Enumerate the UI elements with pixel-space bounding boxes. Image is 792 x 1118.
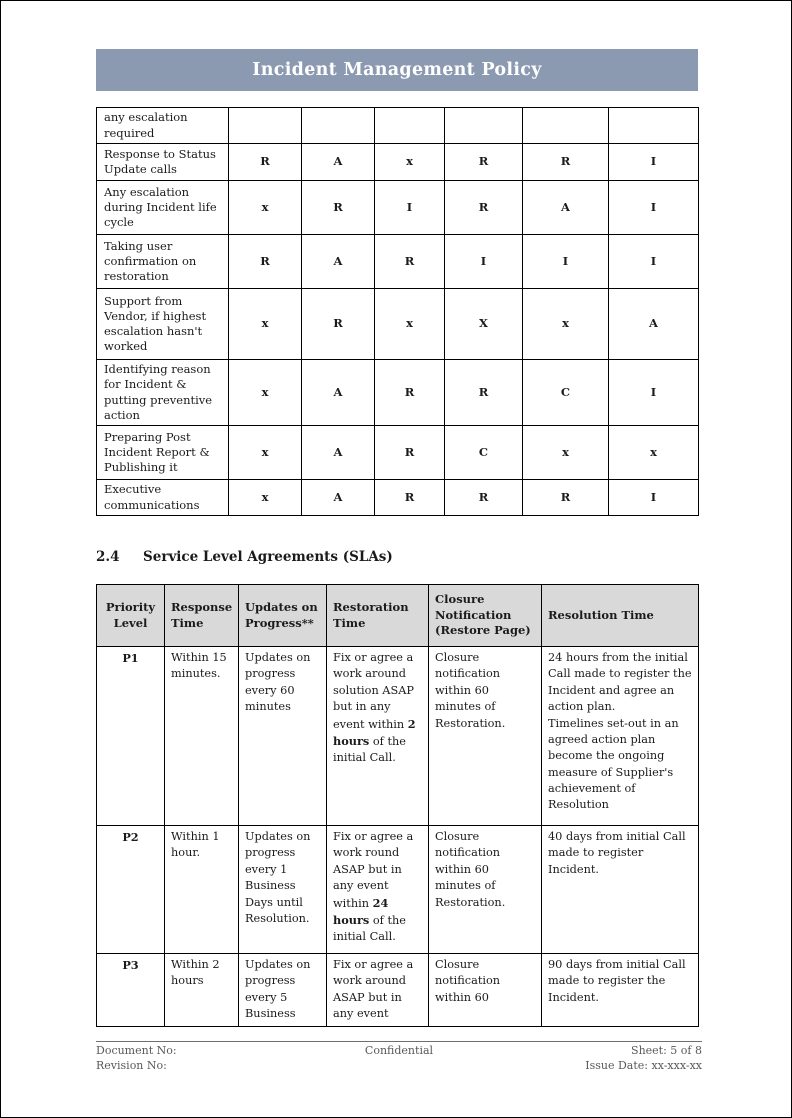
raci-assignment-cell: R: [445, 144, 523, 181]
raci-activity-label: Response to Status Update calls: [97, 144, 229, 181]
sla-resolution-cell: [542, 954, 699, 1027]
raci-assignment-cell: [445, 108, 523, 144]
raci-assignment-cell: R: [375, 235, 445, 289]
sla-response-cell: Within 2 hours: [165, 954, 239, 1027]
sla-column-header: Response Time: [165, 585, 239, 647]
sla-updates-cell: Updates on progress every 60 minutes: [239, 647, 327, 826]
raci-assignment-cell: x: [523, 289, 609, 360]
raci-assignment-cell: x: [229, 289, 302, 360]
raci-assignment-cell: I: [609, 480, 699, 516]
raci-assignment-cell: R: [375, 426, 445, 480]
raci-assignment-cell: I: [445, 235, 523, 289]
raci-row: [97, 235, 699, 289]
raci-row: [97, 480, 699, 516]
raci-assignment-cell: A: [609, 289, 699, 360]
raci-assignment-cell: [609, 108, 699, 144]
footer-sheet: Sheet: 5 of 8: [631, 1044, 702, 1057]
sla-response-cell: Within 15 minutes.: [165, 647, 239, 826]
sla-closure-cell: Closure notification within 60: [429, 954, 542, 1027]
footer-confidential: Confidential: [364, 1044, 434, 1057]
raci-row: [97, 144, 699, 181]
raci-activity-label: Any escalation during Incident life cycle: [97, 181, 229, 235]
sla-response-cell: Within 1 hour.: [165, 826, 239, 954]
sla-column-header: Updates on Progress**: [239, 585, 327, 647]
raci-assignment-cell: x: [375, 289, 445, 360]
sla-restoration-cell: [327, 826, 429, 954]
raci-assignment-cell: [375, 108, 445, 144]
raci-assignment-cell: R: [229, 144, 302, 181]
raci-assignment-cell: I: [609, 360, 699, 426]
document-title-banner: [96, 49, 698, 91]
sla-row: [97, 954, 699, 1027]
raci-assignment-cell: x: [229, 181, 302, 235]
sla-column-header: Resolution Time: [542, 585, 699, 647]
sla-restoration-cell: [327, 954, 429, 1027]
sla-table: [96, 584, 699, 1027]
raci-assignment-cell: A: [523, 181, 609, 235]
raci-assignment-cell: [302, 108, 375, 144]
raci-activity-label: Executive communications: [97, 480, 229, 516]
raci-assignment-cell: R: [445, 360, 523, 426]
sla-closure-cell: Closure notification within 60 minutes of Restoration.: [429, 647, 542, 826]
footer-issue-date: Issue Date: xx-xxx-xx: [585, 1058, 702, 1072]
sla-column-header: Priority Level: [97, 585, 165, 647]
raci-assignment-cell: I: [609, 181, 699, 235]
sla-priority-cell: P1: [97, 647, 165, 826]
sla-column-header: Restoration Time: [327, 585, 429, 647]
raci-assignment-cell: R: [445, 181, 523, 235]
raci-assignment-cell: I: [375, 181, 445, 235]
footer-divider: [96, 1041, 702, 1042]
sla-resolution-paragraph: 90 days from initial Call made to register the Incident.: [548, 958, 686, 1004]
raci-assignment-cell: X: [445, 289, 523, 360]
raci-assignment-cell: R: [302, 181, 375, 235]
raci-assignment-cell: R: [445, 480, 523, 516]
raci-assignment-cell: R: [375, 480, 445, 516]
sla-header-row: [97, 585, 699, 647]
sla-resolution-paragraph: 24 hours from the initial Call made to register the Incident and agree an action plan.: [548, 651, 692, 714]
sla-restoration-text: of the initial Call.: [333, 913, 406, 944]
raci-activity-label: Taking user confirmation on restoration: [97, 235, 229, 289]
raci-activity-label: any escalation required: [97, 108, 229, 144]
raci-activity-label: Support from Vendor, if highest escalation hasn't worked: [97, 289, 229, 360]
raci-assignment-cell: I: [609, 235, 699, 289]
sla-priority-cell: P3: [97, 954, 165, 1027]
page-footer: [96, 1041, 702, 1074]
sla-row: [97, 647, 699, 826]
raci-assignment-cell: R: [375, 360, 445, 426]
raci-activity-label: Preparing Post Incident Report & Publishing it: [97, 426, 229, 480]
raci-assignment-cell: A: [302, 426, 375, 480]
raci-assignment-cell: x: [229, 480, 302, 516]
raci-assignment-cell: x: [375, 144, 445, 181]
section-title: Service Level Agreements (SLAs): [143, 549, 393, 565]
sla-restoration-text: Fix or agree a work around ASAP but in any event: [333, 958, 414, 1021]
sla-restoration-text: Fix or agree a work around solution ASAP but in any event within: [333, 651, 414, 731]
raci-assignment-cell: I: [523, 235, 609, 289]
sla-updates-cell: Updates on progress every 5 Business: [239, 954, 327, 1027]
footer-document-no: Document No:: [96, 1044, 177, 1057]
sla-closure-cell: Closure notification within 60 minutes of Restoration.: [429, 826, 542, 954]
sla-restoration-text: 24 hours: [333, 895, 389, 927]
raci-row: [97, 360, 699, 426]
raci-row: [97, 108, 699, 144]
raci-assignment-cell: C: [445, 426, 523, 480]
sla-priority-cell: P2: [97, 826, 165, 954]
sla-updates-cell: Updates on progress every 1 Business Days until Resolution.: [239, 826, 327, 954]
raci-row: [97, 426, 699, 480]
section-number: 2.4: [96, 549, 120, 565]
sla-restoration-text: Fix or agree a work round ASAP but in any event within: [333, 830, 414, 910]
raci-row: [97, 181, 699, 235]
raci-assignment-cell: I: [609, 144, 699, 181]
document-title: Incident Management Policy: [252, 60, 542, 80]
raci-row: [97, 289, 699, 360]
sla-resolution-paragraph: Timelines set-out in an agreed action plan become the ongoing measure of Supplier's achievement of Resolution: [548, 716, 679, 812]
raci-assignment-cell: [523, 108, 609, 144]
section-heading: [96, 549, 698, 565]
sla-row: [97, 826, 699, 954]
sla-restoration-text: 2 hours: [333, 716, 416, 748]
raci-assignment-cell: R: [523, 480, 609, 516]
raci-assignment-cell: x: [229, 426, 302, 480]
raci-assignment-cell: x: [523, 426, 609, 480]
raci-assignment-cell: x: [609, 426, 699, 480]
raci-assignment-cell: x: [229, 360, 302, 426]
raci-assignment-cell: R: [302, 289, 375, 360]
sla-resolution-cell: [542, 647, 699, 826]
raci-assignment-cell: R: [229, 235, 302, 289]
raci-assignment-cell: A: [302, 235, 375, 289]
sla-resolution-paragraph: 40 days from initial Call made to register Incident.: [548, 830, 686, 876]
raci-assignment-cell: R: [523, 144, 609, 181]
raci-assignment-cell: A: [302, 360, 375, 426]
raci-assignment-cell: A: [302, 144, 375, 181]
raci-assignment-cell: [229, 108, 302, 144]
sla-column-header: Closure Notification (Restore Page): [429, 585, 542, 647]
sla-restoration-text: of the initial Call.: [333, 734, 406, 765]
raci-matrix-table: [96, 107, 699, 516]
raci-activity-label: Identifying reason for Incident & putting preventive action: [97, 360, 229, 426]
sla-restoration-cell: [327, 647, 429, 826]
raci-assignment-cell: A: [302, 480, 375, 516]
footer-revision-no: Revision No:: [96, 1058, 167, 1072]
raci-assignment-cell: C: [523, 360, 609, 426]
sla-resolution-cell: [542, 826, 699, 954]
